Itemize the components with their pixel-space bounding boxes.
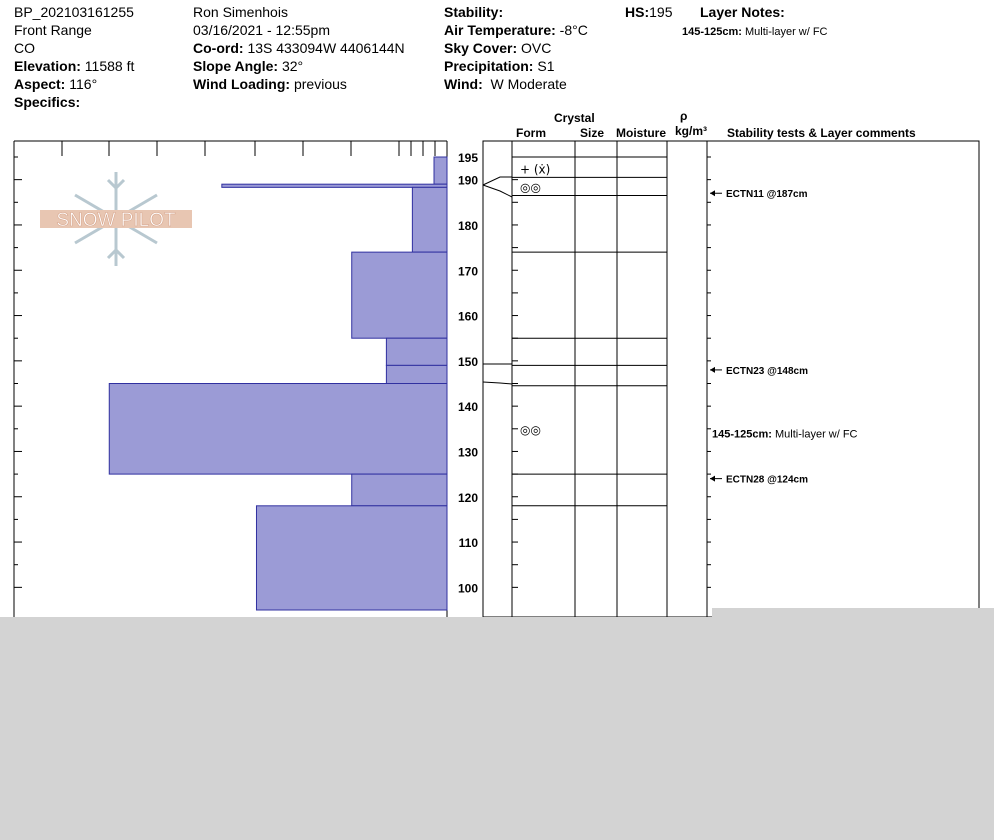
height-tick-label: 110	[458, 536, 478, 551]
test-arrow-head	[710, 476, 715, 482]
sky-label: Sky Cover:	[444, 40, 518, 56]
layer-note-text: Multi-layer w/ FC	[745, 26, 828, 38]
stability-label: Stability:	[444, 4, 504, 20]
rho-header: ρ	[680, 109, 688, 123]
layer-comment-text: 145-125cm: Multi-layer w/ FC	[712, 428, 858, 441]
crystal-symbols	[520, 162, 550, 436]
test-arrow-head	[710, 367, 715, 373]
height-tick-label: 160	[457, 309, 478, 324]
height-tick-label: 190	[457, 173, 478, 188]
aspect-label: Aspect:	[14, 76, 66, 92]
hardness-bar-3	[352, 252, 447, 338]
connector-line	[483, 382, 512, 384]
height-tick-label: 170	[457, 264, 478, 279]
hardness-top-ticks	[62, 141, 435, 156]
crystal-symbol-0: + (ẋ)	[520, 162, 551, 177]
coord-label: Co-ord:	[193, 40, 244, 56]
wind-label: Wind:	[444, 76, 483, 92]
size-header: Size	[580, 126, 605, 140]
layer-note-range: 145-125cm:	[682, 26, 742, 38]
moisture-header: Moisture	[616, 126, 667, 140]
hardness-bar-0	[434, 157, 447, 184]
density-unit-header: kg/m³	[675, 124, 708, 138]
footer-gray-panel	[0, 617, 994, 840]
observer-name: Ron Simenhois	[193, 4, 288, 20]
layer-grid-ticks	[512, 157, 711, 587]
elevation-value: 11588 ft	[84, 58, 135, 74]
hs-value: 195	[649, 4, 673, 20]
layer-notes-label: Layer Notes:	[700, 4, 785, 20]
stability-test-label: ECTN23 @148cm	[726, 365, 809, 377]
aspect-value: 116°	[69, 76, 98, 92]
hardness-left-ticks	[14, 157, 22, 587]
height-tick-label: 100	[457, 581, 478, 596]
range-name: Front Range	[14, 22, 92, 38]
stability-test-label: ECTN28 @124cm	[726, 474, 809, 486]
connector-line	[483, 185, 512, 197]
coord-value: 13S 433094W 4406144N	[247, 40, 405, 56]
height-tick-label: 120	[457, 490, 478, 505]
sky-value: OVC	[521, 40, 552, 56]
wind-loading-value: previous	[293, 76, 347, 92]
air-temp-value: -8°C	[559, 22, 588, 38]
wind-value: W Moderate	[490, 76, 567, 92]
height-tick-label: 195	[457, 151, 478, 165]
logo-text: SNOW PILOT	[56, 210, 176, 231]
hardness-bar-2	[412, 187, 447, 252]
height-axis-labels	[458, 151, 478, 595]
hardness-bar-4	[386, 338, 447, 365]
profile-id: BP_202103161255	[14, 4, 134, 20]
crystal-header: Crystal	[554, 111, 595, 125]
layer-comment	[712, 428, 858, 440]
connector-line	[483, 177, 512, 185]
test-arrow-head	[710, 190, 715, 196]
slope-label: Slope Angle:	[193, 58, 279, 74]
state-name: CO	[14, 40, 35, 56]
comments-header: Stability tests & Layer comments	[727, 126, 916, 140]
hardness-bar-6	[109, 384, 447, 475]
height-tick-label: 150	[457, 354, 478, 369]
stability-test-label: ECTN11 @187cm	[726, 189, 808, 201]
height-tick-label: 140	[457, 400, 478, 415]
height-tick-label: 130	[457, 445, 478, 460]
hardness-bar-8	[256, 506, 447, 610]
hs-label: HS:	[625, 4, 650, 20]
crystal-symbol-1: ◎◎	[520, 180, 541, 195]
hardness-bar-7	[352, 474, 447, 506]
precip-label: Precipitation:	[444, 58, 534, 74]
stability-tests	[710, 189, 808, 485]
slope-value: 32°	[281, 58, 304, 74]
crystal-symbol-2: ◎◎	[520, 422, 541, 437]
specifics-label: Specifics:	[14, 94, 81, 110]
layer-grid-frame	[483, 141, 979, 617]
air-temp-label: Air Temperature:	[444, 22, 556, 38]
precip-value: S1	[537, 58, 555, 74]
elevation-label: Elevation:	[14, 58, 81, 74]
observation-datetime: 03/16/2021 - 12:55pm	[193, 22, 330, 38]
wind-loading-label: Wind Loading:	[193, 76, 291, 92]
hardness-bar-5	[386, 365, 447, 383]
height-tick-label: 180	[457, 218, 478, 233]
form-header: Form	[516, 126, 546, 140]
